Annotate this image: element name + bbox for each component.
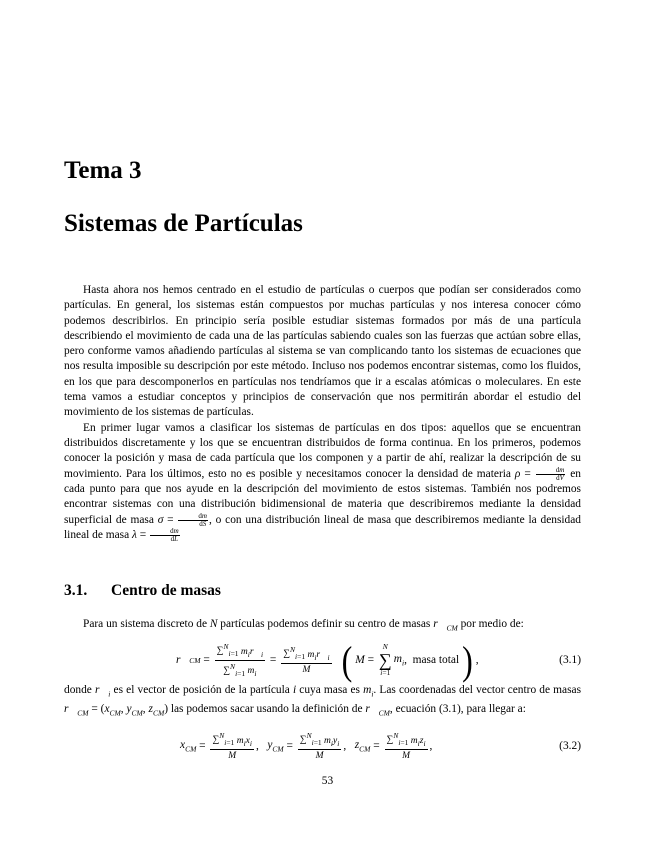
- section-title: Centro de masas: [111, 582, 221, 599]
- linear-density-fraction: $\frac{dm}{dL}$: [150, 528, 180, 543]
- total-mass-label: masa total: [412, 654, 460, 666]
- page-number: 53: [321, 775, 334, 787]
- paragraph-3: Para un sistema discreto de N partículas podemos definir su centro de masas $r⃗_{CM}$ por medio de:: [83, 618, 524, 633]
- paragraph-4: donde $r⃗_i$ es el vector de posición de la partícula i cuya masa es $m_i$. Las coordenadas del vector centro de masas $r⃗_{CM} = (x_{CM}$, $y_{CM}$, $z_{CM}$) las podemos sacar usando la definición de $r⃗_{CM}$, ecuación (3.1), para llegar a:: [64, 684, 582, 717]
- surface-density-fraction: $\frac{dm}{dS}$: [178, 513, 208, 528]
- equation-3-2: $x_{CM}$ = $\frac{\sum^N_{i=1} m_ix_i}{M}$ , $y_{CM}$ = $\frac{\sum^N_{i=1} m_iy_i}{M}$ , $z_{CM}$ = $\frac{\sum^N_{i=1} m_iz_i}{M}$ , (3.2): [180, 731, 581, 761]
- section-number: 3.1.: [64, 582, 88, 599]
- equation-number-3-1: (3.1): [559, 654, 581, 666]
- equation-number-3-2: (3.2): [559, 740, 581, 752]
- section-heading: [64, 582, 221, 600]
- chapter-number: Tema 3: [64, 157, 142, 184]
- paragraph-2: En primer lugar vamos a clasificar los sistemas de partículas en dos tipos: aquellos que se encuentran distribuidos discretamente y los que se encuentran distribuidos de forma continua. En los primeros, podemos conocer la posición y masa de cada partícula que los componen y a partir de ahí, realizar la descripción de su movimiento. Para los últimos, esto no es posible y necesitamos conocer la densidad de materia ρ = $\frac{dm}{dV}$ en cada punto para que nos ayude en la descripción del movimiento de estos sistemas. También nos podremos encontrar sistemas con una distribución bidimensional de materia que describiremos mediante la densidad superficial de masa σ = $\frac{dm}{dS}$ , o con una distribución lineal de masa que describiremos mediante la densidad lineal de masa λ = $\frac{dm}{dL}$: [64, 421, 582, 543]
- paragraph-1: Hasta ahora nos hemos centrado en el estudio de partículas o cuerpos que podían ser considerados como partículas. En general, los sistemas están compuestos por muchas partículas y nos interesa conocer cómo podemos describirlos. En principio sería posible estudiar sistemas formados por más de una partícula describiendo el movimiento de cada una de las partículas sabiendo cuales son las fuerzas que actúan sobre ellas, pero conforme vamos añadiendo partículas al sistema se van complicando tanto los sistemas de ecuaciones que nos resulta imposible su descripción por este método. Incluso nos podemos encontrar sistemas, como los fluidos, en los que para descomponerlos en partículas nos tendríamos que ir a escalas atómicas o moleculares. En este tema vamos a estudiar conceptos y principios de conservación que nos permitirán abordar el estudio del movimiento de los sistemas de partículas.: [64, 284, 581, 419]
- equation-3-1: r⃗ CM = $\frac{\sum^N_{i=1} m_ir⃗_i}{\sum^N_{i=1} m_i}$ = $\frac{\sum^N_{i=1} m_ir⃗_i}{M}$ ( M = N ∑ i=1 $m_i$ , masa total ) , (3.1): [176, 637, 581, 683]
- density-fraction: $\frac{dm}{dV}$: [536, 467, 566, 482]
- intro-body: [64, 283, 581, 543]
- chapter-title: Sistemas de Partículas: [64, 210, 303, 237]
